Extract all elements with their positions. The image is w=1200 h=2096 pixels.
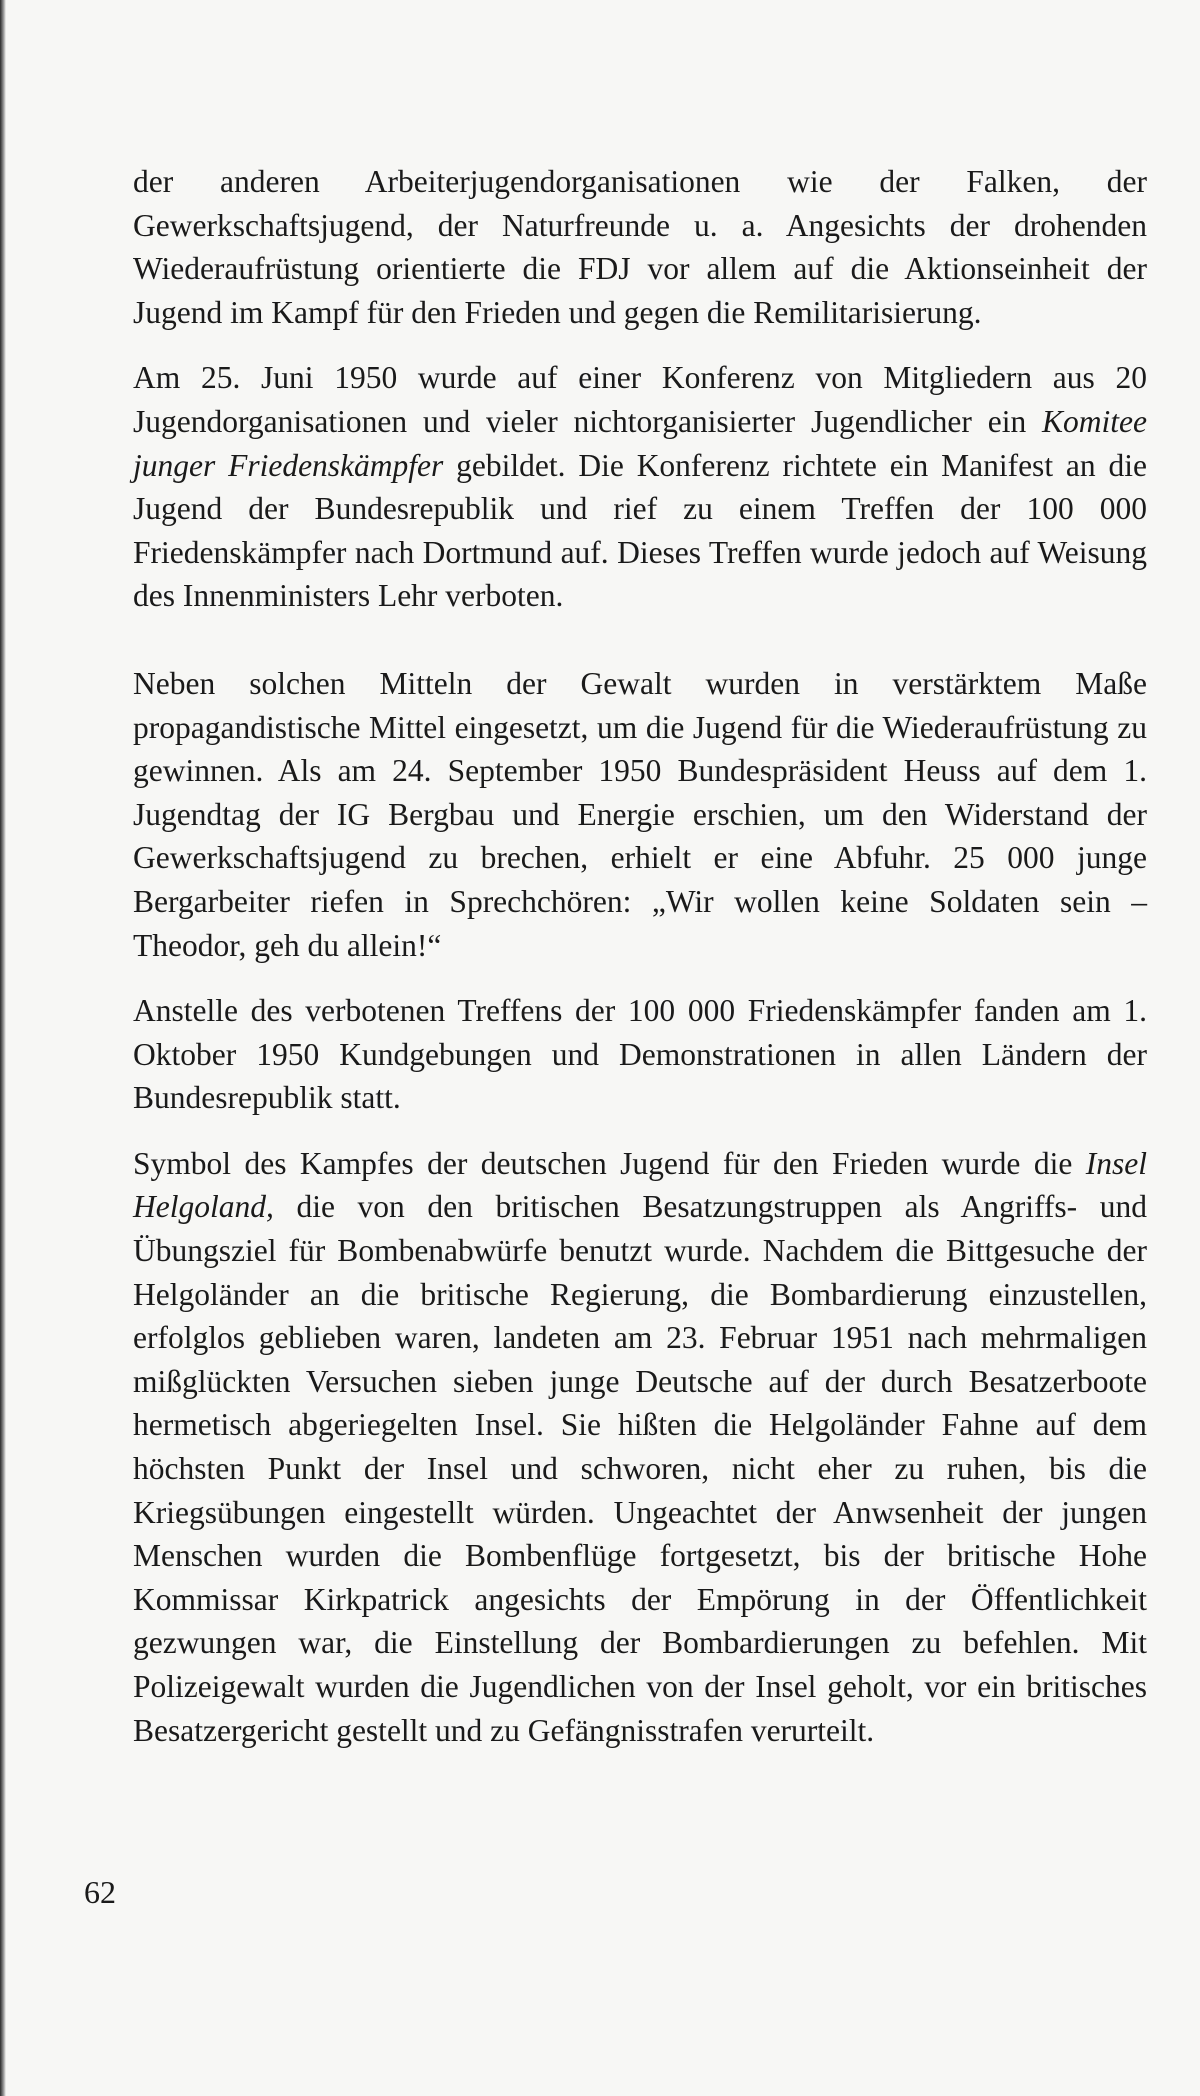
body-text (133, 160, 1147, 1752)
paragraph-propaganda-heuss (133, 662, 1147, 967)
page-edge-shadow (0, 0, 6, 2096)
italic-term-komitee: Komitee junger Friedenskämpfer (133, 403, 1147, 483)
text-run: Neben solchen Mitteln der Gewalt wurden in verstärktem Maße propagandistische Mittel eingesetzt, um die Jugend für die Wiederaufrüstung zu gewinnen. Als am 24. September 1950 Bundespräsident Heuss auf dem 1. Jugendtag der IG Bergbau und Energie erschien, um den Widerstand der Gewerkschaftsjugend zu brechen, erhielt er eine Abfuhr. 25 000 junge Bergarbeiter riefen in Sprechchören: „Wir wollen keine Soldaten sein – Theodor, geh du allein!“ (133, 665, 1147, 963)
text-run: Anstelle des verbotenen Treffens der 100 000 Friedenskämpfer fanden am 1. Oktober 1950 Kundgebungen und Demonstrationen in allen Ländern der Bundesrepublik statt. (133, 993, 1147, 1116)
text-run: die von den britischen Besatzungstruppen als Angriffs- und Übungsziel für Bombenabwürfe benutzt wurde. Nachdem die Bittgesuche der Helgoländer an die britische Regierung, die Bombardierung einzustellen, erfolglos geblieben waren, landeten am 23. Februar 1951 nach mehrmaligen mißglückten Versuchen sieben junge Deutsche auf der durch Besatzerboote hermetisch abgeriegelten Insel. Sie hißten die Helgoländer Fahne auf dem höchsten Punkt der Insel und schworen, nicht eher zu ruhen, bis die Kriegsübungen eingestellt würden. Ungeachtet der Anwsenheit der jungen Menschen wurden die Bombenflüge fortgesetzt, bis der britische Hohe Kommissar Kirkpatrick angesichts der Empörung in der Öffentlichkeit gezwungen war, die Einstellung der Bombardierungen zu befehlen. Mit Polizeigewalt wurden die Jugendlichen von der Insel geholt, vor ein britisches Besatzergericht gestellt und zu Gefängnisstrafen verurteilt. (133, 1189, 1147, 1748)
paragraph-komitee-friedenskaempfer (133, 356, 1147, 618)
text-run: Symbol des Kampfes der deutschen Jugend für den Frieden wurde die (133, 1145, 1086, 1181)
text-run: gebildet. Die Konferenz richtete ein Manifest an die Jugend der Bundesrepublik und rief zu einem Treffen der 100 000 Friedenskämpfer nach Dortmund auf. Dieses Treffen wurde jedoch auf Weisung des Innenministers Lehr verboten. (133, 447, 1147, 614)
text-run: Am 25. Juni 1950 wurde auf einer Konferenz von Mitgliedern aus 20 Jugendorganisationen und vieler nichtorganisierter Jugendlicher ein (133, 360, 1147, 439)
paragraph-fdj-aktionseinheit (133, 160, 1147, 334)
italic-term-helgoland: Insel Helgoland, (133, 1145, 1147, 1225)
paragraph-helgoland (133, 1142, 1147, 1752)
page-number: 62 (84, 1874, 116, 1910)
paragraph-kundgebungen (133, 989, 1147, 1120)
text-run: der anderen Arbeiterjugendorganisationen wie der Falken, der Gewerkschaftsjugend, der Naturfreunde u. a. Angesichts der drohenden Wiederaufrüstung orientierte die FDJ vor allem auf die Aktionseinheit der Jugend im Kampf für den Frieden und gegen die Remilitarisierung. (133, 164, 1147, 330)
